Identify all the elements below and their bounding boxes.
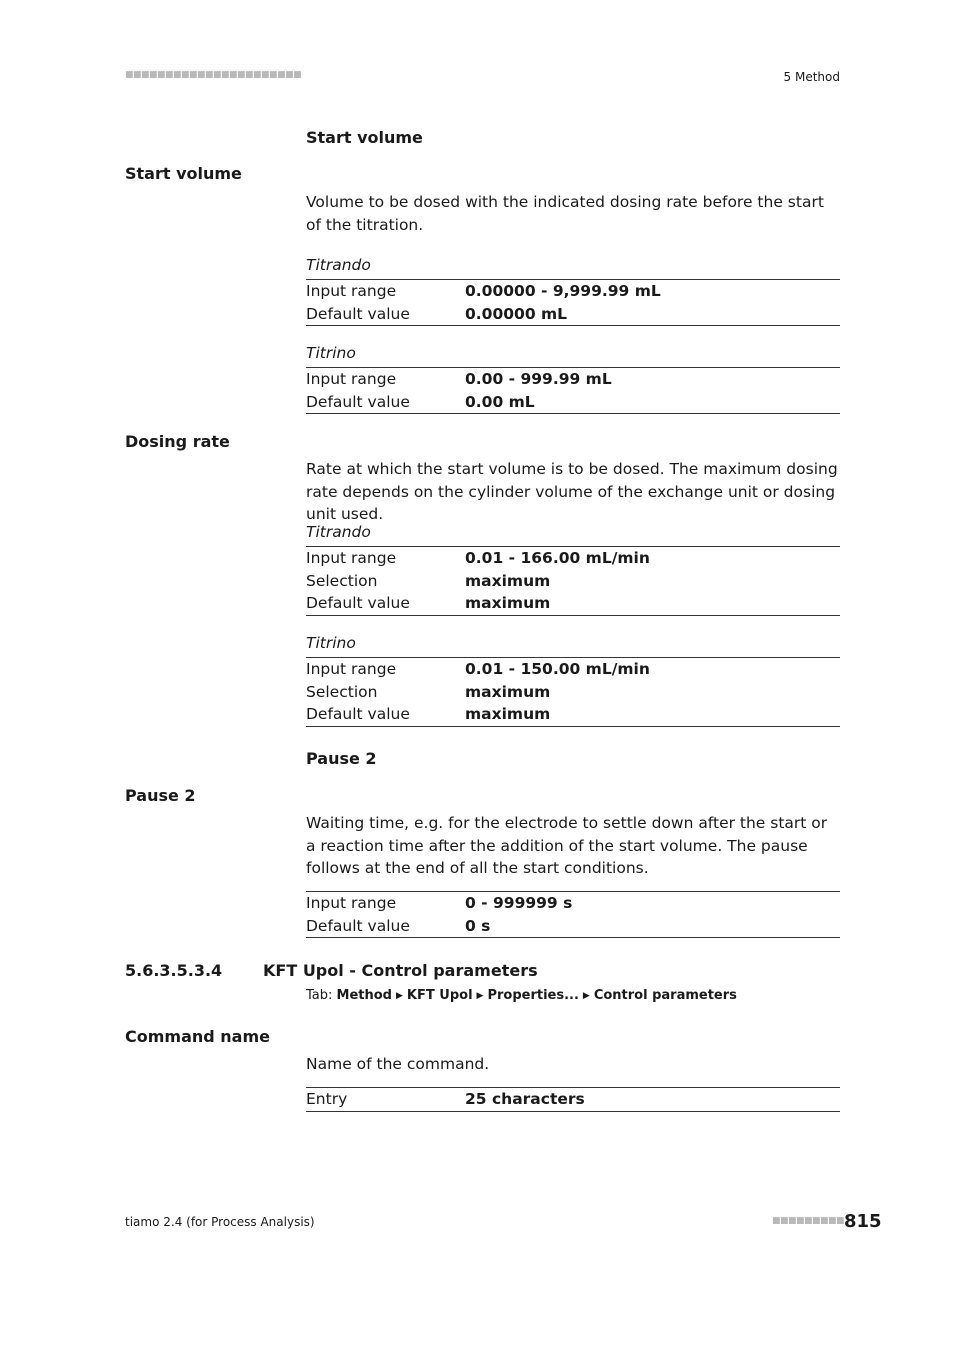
footer-product: tiamo 2.4 (for Process Analysis) <box>125 1215 315 1229</box>
table-row <box>306 592 840 615</box>
description-pause-2: Waiting time, e.g. for the electrode to settle down after the start or a reaction time after the addition of the start volume. The pause follows at the end of all the start conditions. <box>306 814 828 877</box>
param-label-pause-2: Pause 2 <box>125 786 196 805</box>
device-label-titrino: Titrino <box>306 344 356 362</box>
table-row <box>306 570 840 593</box>
description-dosing-rate: Rate at which the start volume is to be dosed. The maximum dosing rate depends on the cylinder volume of the exchange unit or dosing unit used. <box>306 460 838 523</box>
table-value: maximum <box>465 705 551 723</box>
table-value: 0 - 999999 s <box>465 894 573 912</box>
breadcrumb-item: KFT Upol <box>406 988 473 1003</box>
table-row <box>306 303 840 326</box>
table-key: Input range <box>306 282 397 300</box>
tab-breadcrumb <box>306 988 737 1003</box>
description-start-volume: Volume to be dosed with the indicated dosing rate before the start of the titration. <box>306 193 824 234</box>
section-heading-pause-2: Pause 2 <box>306 749 377 768</box>
section-title: KFT Upol - Control parameters <box>263 961 538 980</box>
breadcrumb-item: Control parameters <box>593 988 737 1003</box>
table-key: Default value <box>306 916 410 935</box>
page-number: 815 <box>844 1211 882 1232</box>
param-label-start-volume: Start volume <box>125 164 242 183</box>
table-key: Input range <box>306 894 397 912</box>
table-value: maximum <box>465 594 551 612</box>
table-row <box>306 658 840 681</box>
table-row <box>306 391 840 414</box>
table-key: Input range <box>306 660 397 678</box>
section-number: 5.6.3.5.3.4 <box>125 961 223 980</box>
breadcrumb-item: Method <box>336 988 392 1003</box>
table-row <box>306 703 840 726</box>
param-table-start-volume-titrino <box>306 367 840 414</box>
table-key: Default value <box>306 392 410 411</box>
table-key: Default value <box>306 594 410 612</box>
table-row <box>306 1088 840 1111</box>
breadcrumb-arrow-icon: ▶ <box>582 991 590 1001</box>
table-value: 0.00 - 999.99 mL <box>465 370 612 388</box>
running-header: 5 Method <box>783 70 840 84</box>
param-table-dosing-rate-titrino <box>306 657 840 727</box>
param-label-command-name: Command name <box>125 1027 270 1046</box>
table-value: 0.00 mL <box>465 392 535 411</box>
device-label-titrando: Titrando <box>306 256 371 274</box>
table-row <box>306 915 840 938</box>
table-row <box>306 681 840 704</box>
param-table-command-name <box>306 1087 840 1112</box>
section-heading-start-volume: Start volume <box>306 128 423 147</box>
param-table-start-volume-titrando <box>306 279 840 326</box>
table-value: maximum <box>465 571 551 590</box>
table-row <box>306 547 840 570</box>
table-row <box>306 892 840 915</box>
table-key: Default value <box>306 304 410 323</box>
table-key: Selection <box>306 571 378 590</box>
param-table-dosing-rate-titrando <box>306 546 840 616</box>
table-key: Selection <box>306 682 378 701</box>
description-command-name: Name of the command. <box>306 1055 490 1073</box>
table-value: maximum <box>465 682 551 701</box>
table-value: 0 s <box>465 916 491 935</box>
table-key: Input range <box>306 549 397 567</box>
table-row <box>306 368 840 391</box>
breadcrumb-arrow-icon: ▶ <box>396 991 403 1001</box>
device-label-titrino: Titrino <box>306 634 356 652</box>
table-value: 0.01 - 150.00 mL/min <box>465 660 650 678</box>
tab-prefix: Tab: <box>306 988 333 1003</box>
header-decoration: ■■■■■■■■■■■■■■■■■■■■■■ <box>125 70 302 80</box>
table-key: Entry <box>306 1090 348 1108</box>
breadcrumb-item: Properties... <box>487 988 579 1003</box>
table-value: 0.00000 mL <box>465 304 568 323</box>
table-key: Input range <box>306 370 397 388</box>
table-value: 25 characters <box>465 1090 585 1108</box>
table-key: Default value <box>306 705 410 723</box>
param-label-dosing-rate: Dosing rate <box>125 432 230 451</box>
table-row <box>306 280 840 303</box>
device-label-titrando: Titrando <box>306 523 371 541</box>
breadcrumb-arrow-icon: ▶ <box>476 991 484 1001</box>
param-table-pause-2 <box>306 891 840 938</box>
footer-decoration: ■■■■■■■■■ <box>772 1216 845 1226</box>
table-value: 0.00000 - 9,999.99 mL <box>465 282 661 300</box>
table-value: 0.01 - 166.00 mL/min <box>465 549 650 567</box>
